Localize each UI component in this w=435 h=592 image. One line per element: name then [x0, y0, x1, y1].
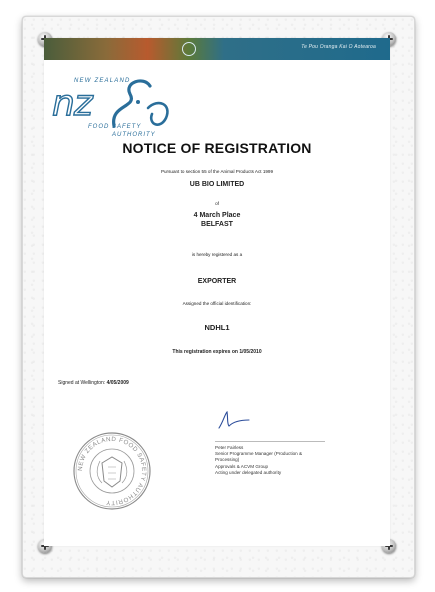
address-line-2: BELFAST: [201, 221, 233, 228]
fern-emblem-icon: [182, 42, 196, 56]
official-identification: NDHL1: [204, 323, 230, 332]
signed-at: [58, 380, 129, 386]
company-name: UB BIO LIMITED: [189, 181, 245, 188]
signature-line: [215, 441, 325, 442]
assigned-text: Assigned the official identification:: [182, 301, 252, 306]
registered-text: is hereby registered as a: [191, 252, 243, 257]
signed-date: 4/05/2009: [106, 380, 129, 386]
expiry-text: This registration expires on 1/05/2010: [172, 349, 262, 355]
header-banner: [44, 38, 390, 60]
signatory-block: [215, 408, 375, 476]
handwritten-signature: [215, 408, 255, 434]
logo-letters: nz: [52, 83, 92, 124]
nzfsa-logo: [52, 64, 182, 144]
signatory-line: Acting under delegated authority: [215, 469, 282, 475]
signed-label: Signed at Wellington:: [58, 380, 106, 386]
seal-ring-text: NEW ZEALAND FOOD SAFETY AUTHORITY: [76, 435, 148, 507]
logo-bottom-text-1: FOOD SAFETY: [88, 124, 142, 130]
svg-text:NEW ZEALAND FOOD SAFETY AUTHOR: [77, 436, 147, 506]
certificate-paper: [44, 38, 390, 546]
address-line-1: 4 March Place: [193, 212, 241, 219]
of-text: of: [215, 201, 219, 206]
signatory-line: Approvals & ACVM Group: [215, 463, 269, 469]
signatory-details: [215, 445, 375, 476]
logo-top-text: NEW ZEALAND: [74, 78, 131, 84]
document-title: NOTICE OF REGISTRATION: [122, 140, 312, 156]
logo-bottom-text-2: AUTHORITY: [112, 132, 156, 138]
banner-text: Te Pou Oranga Kai O Aotearoa: [301, 44, 376, 50]
signatory-line: Peter Fairless: [215, 445, 244, 450]
signatory-line: Senior Programme Manager (Production &: [215, 451, 303, 457]
nzfsa-seal-icon: [72, 431, 152, 511]
pursuant-text: Pursuant to section 55 of the Animal Products Act 1999: [160, 169, 274, 174]
registration-role: EXPORTER: [197, 278, 237, 285]
signatory-line: Processing): [215, 457, 240, 463]
